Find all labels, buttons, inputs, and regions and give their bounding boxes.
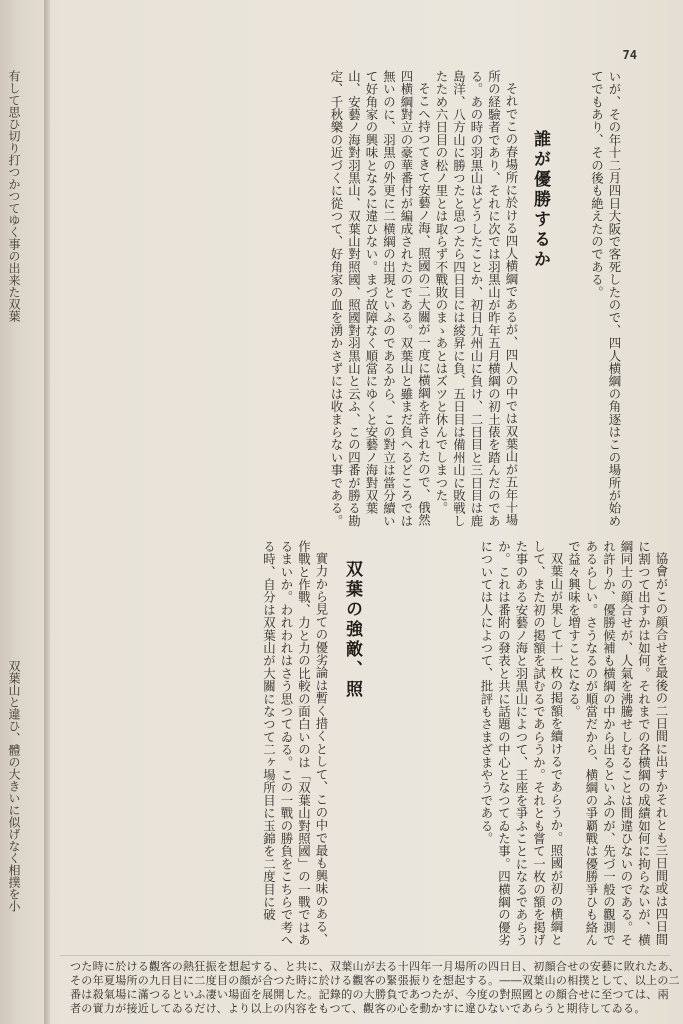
page-number: 74 [622, 48, 637, 62]
paragraph: 双葉山が果して十一枚の掲額を續けるであらうか。照國が初の横綱として、また初の掲額を試むるであらうか。それとも嘗て一枚の額を掲げた事のある安藝ノ海と羽黒山によつて、王座を爭ふことになるであらうか。これは番附の發表と共に話題の中心となつてゐた事。四横綱の優劣については人によつて、批評もさまざまやうである。 [479, 540, 564, 947]
paragraph: つた時に於ける觀客の熱狂振を想起する、と共に、双葉山が去る十四年一月場所の四日目、初顔合せの安藝に敗れたあ、その年夏場所の九日目に二度目の顔が合つた時に於ける觀客の緊張振りを想起する。――双葉山の相撲として、以上の二番は殺氣場に滿つるといふ凄い場面を展開した。記錄的の大勝負であつたが、今度の對照國との顔合せに至つては、兩者の實力が接近してゐるだけ、より以上の内容をもつて、觀客の心を動かすに違ひないであらうと期待してゐる。 [70, 960, 680, 1015]
paragraph: そこへ持つてきて安藝ノ海、照國の二大關が一度に横綱を許されたので、俄然四横綱對立の豪華番付が編成されたのである。双葉山と雖まだ負へるどころでは無いのに、羽黒の外更に二横綱の出現といふのであるから、この對立は當分續いて好角家の興味となるに違ひない。まづ故障なく順當にゆくと安藝ノ海對双葉山、安藝ノ海對羽黒山、双葉山對照國、照國對羽黒山と云ふ、この四番が勝る勘定、千秋樂の近づくに從つて、好角家の血を湧かさずには收まらない事である。 [329, 70, 432, 528]
paragraph: 實力から見ての優劣論は暫く措くとして、この中で最も興味のある、作戰と作戰、力と力の比較の面白いのは「双葉山對照國」の一戰ではあるまいか。われわれはさう思つてゐる。この一戰の勝負をこちらで考へる時、自分は双葉山が大關になつて二ヶ場所目に玉錦を二度目に破 [261, 540, 329, 947]
upper-column-intro [563, 70, 623, 530]
lower-column-right [380, 540, 670, 950]
lower-continuation-text [70, 960, 680, 1020]
paragraph: 協會がこの顔合せを最後の二日間に出すかそれとも三日間或は四日間に割つて出すかは如何。それまでの各横綱の成績如何に拘らないが、横綱同士の顔合せが、人氣を沸騰せしむることは間違ひないのである。それ許りか、優勝候補も横綱の中から出るといふのが、先づ一般の觀測であるらしい。さうなるのが順當だから、横綱の爭覇戰は優勝爭ひも絡んで益々興味を増すことになる。 [566, 540, 669, 947]
lower-column-left [70, 540, 330, 950]
section-heading-who-wins: 誰が優勝するか [530, 130, 550, 270]
upper-column-main [70, 70, 520, 530]
paragraph: それでこの春場所に於ける四人横綱であるが、四人の中では双葉山が五年十場所の経驗者であり、それに次では羽黒山が昨年五月横綱の初土俵を踏んだのである。あの時の羽黒山はどうしたことか、初日九州山に負け、二日目と三日目は鹿島洋、八方山に勝つたと思つたら四日目には綾昇に負、五日目は備州山に敗戦したため六日目の松ノ里とは取らず不戰敗のまゝあとはズツと休んでしまつた。 [434, 70, 519, 528]
section-heading-futaba-rival: 双葉の強敵、照 [342, 560, 362, 700]
bottom-divider [60, 955, 670, 956]
paragraph: いが、その年十二月四日大阪で客死したので、四人横綱の角逐はこの場所が始めてでもあり、その後も絶えたのである。 [589, 70, 622, 528]
left-page-bottom-text: 双葉山と違ひ、體の大きいに似げなく相撲を小 [7, 660, 21, 912]
left-page-top-text: 有して思ひ切り打つかつてゆく事の出来た双葉 [7, 70, 21, 322]
page-gutter [44, 0, 50, 1024]
